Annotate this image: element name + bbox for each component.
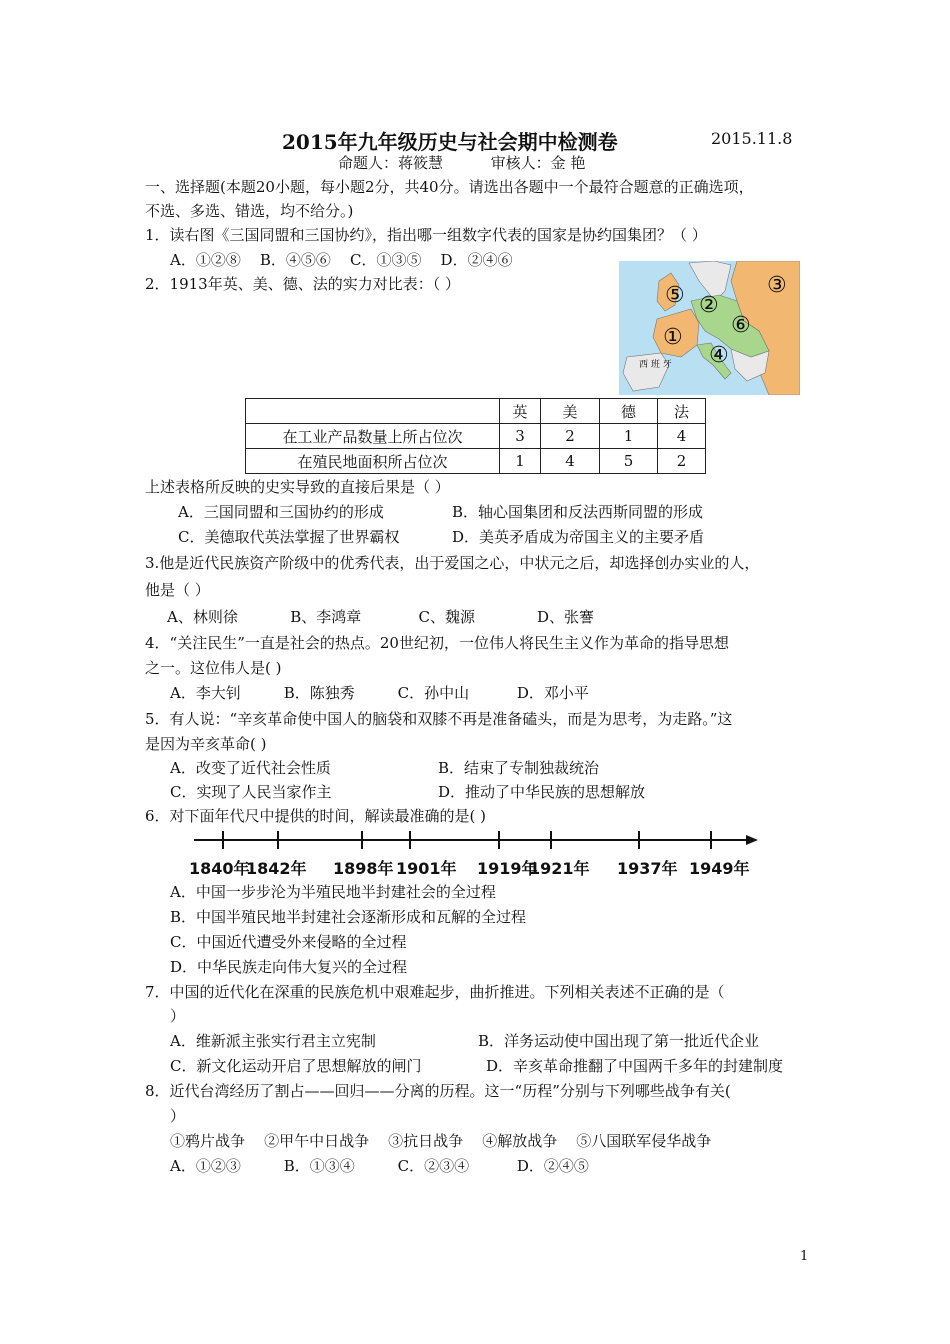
question-6-stem: 6．对下面年代尺中提供的时间，解读最准确的是( ) — [145, 807, 487, 825]
map-marker-6: ⑥ — [731, 313, 751, 338]
timeline-year: 1921年 — [529, 859, 590, 878]
timeline-year: 1949年 — [689, 859, 750, 878]
table-header-cell — [246, 399, 500, 424]
map-marker-5: ⑤ — [665, 283, 685, 308]
question-8-stem-2: ） — [170, 1107, 186, 1125]
question-3-options: A、林则徐 B、李鸿章 C、魏源 D、张謇 — [167, 608, 595, 626]
table-cell: 在殖民地面积所占位次 — [246, 449, 500, 474]
timeline-year: 1840年 — [189, 859, 250, 878]
exam-authors: 命题人：蒋筱慧 审核人：金 艳 — [338, 154, 586, 172]
table-header-cell: 美 — [541, 399, 600, 424]
page-number: 1 — [800, 1249, 809, 1264]
question-5-option-c: C．实现了人民当家作主 — [170, 783, 332, 801]
section-intro-line-2: 不选、多选、错选，均不给分。) — [145, 202, 354, 220]
table-cell: 5 — [600, 449, 658, 474]
question-1-stem: 1．读右图《三国同盟和三国协约》，指出哪一组数字代表的国家是协约国集团？（ ） — [145, 226, 707, 244]
timeline-arrow — [746, 835, 758, 845]
map-marker-4: ④ — [709, 343, 729, 368]
question-2-option-b: B．轴心国集团和反法西斯同盟的形成 — [452, 503, 704, 521]
power-comparison-table — [245, 398, 706, 474]
exam-title: 2015年九年级历史与社会期中检测卷 — [282, 130, 618, 154]
question-1-options: A．①②⑧ B．④⑤⑥ C．①③⑤ D．②④⑥ — [170, 251, 513, 269]
question-5-stem-1: 5．有人说：“辛亥革命使中国人的脑袋和双膝不再是准备磕头，而是为思考，为走路。”这 — [145, 710, 733, 728]
table-cell: 在工业产品数量上所占位次 — [246, 424, 500, 449]
question-5-option-a: A．改变了近代社会性质 — [170, 759, 331, 777]
question-2-stem: 2．1913年英、美、德、法的实力对比表：（ ） — [145, 275, 460, 293]
timeline-year: 1937年 — [617, 859, 678, 878]
question-4-stem-1: 4．“关注民生”一直是社会的热点。20世纪初，一位伟人将民生主义作为革命的指导思想 — [145, 634, 729, 652]
table-header-cell: 德 — [600, 399, 658, 424]
map-marker-3: ③ — [767, 273, 787, 298]
section-intro-line-1: 一、选择题(本题20小题，每小题2分，共40分。请选出各题中一个最符合题意的正确选项， — [145, 178, 754, 196]
question-7-option-b: B．洋务运动使中国出现了第一批近代企业 — [478, 1032, 760, 1050]
question-3-stem-1: 3.他是近代民族资产阶级中的优秀代表，出于爱国之心，中状元之后，却选择创办实业的人， — [145, 554, 760, 572]
table-row — [246, 449, 706, 474]
question-7-option-a: A．维新派主张实行君主立宪制 — [170, 1032, 376, 1050]
exam-date: 2015.11.8 — [711, 129, 793, 148]
table-cell: 1 — [600, 424, 658, 449]
question-6-option-b: B．中国半殖民地半封建社会逐渐形成和瓦解的全过程 — [170, 908, 527, 926]
question-5-stem-2: 是因为辛亥革命( ) — [145, 735, 267, 753]
timeline-year: 1898年 — [333, 859, 394, 878]
map-marker-2: ② — [699, 293, 719, 318]
question-2-option-a: A．三国同盟和三国协约的形成 — [178, 503, 384, 521]
table-cell: 4 — [541, 449, 600, 474]
question-8-options: A．①②③ B．①③④ C．②③④ D．②④⑤ — [170, 1157, 589, 1175]
question-7-stem-1: 7．中国的近代化在深重的民族危机中艰难起步，曲折推进。下列相关表述不正确的是（ — [145, 983, 725, 1001]
question-8-items: ①鸦片战争 ②甲午中日战争 ③抗日战争 ④解放战争 ⑤八国联军侵华战争 — [170, 1132, 712, 1150]
question-6-option-a: A．中国一步步沦为半殖民地半封建社会的全过程 — [170, 883, 496, 901]
question-2-option-c: C．美德取代英法掌握了世界霸权 — [178, 528, 400, 546]
table-row — [246, 424, 706, 449]
question-7-stem-2: ） — [170, 1007, 186, 1025]
map-label-spain: 西 班 牙 — [639, 360, 672, 370]
question-4-options: A．李大钊 B．陈独秀 C．孙中山 D．邓小平 — [170, 684, 589, 702]
timeline-year: 1919年 — [477, 859, 538, 878]
question-4-stem-2: 之一。这位伟人是( ) — [145, 659, 282, 677]
question-2-option-d: D．美英矛盾成为帝国主义的主要矛盾 — [452, 528, 705, 546]
question-3-stem-2: 他是（ ） — [145, 581, 210, 599]
question-6-option-c: C．中国近代遭受外来侵略的全过程 — [170, 933, 407, 951]
map-marker-1: ① — [663, 325, 683, 350]
table-cell: 2 — [541, 424, 600, 449]
question-7-option-d: D．辛亥革命推翻了中国两千多年的封建制度 — [486, 1057, 784, 1075]
table-cell: 4 — [658, 424, 706, 449]
question-2-followup: 上述表格所反映的史实导致的直接后果是（ ） — [145, 478, 450, 496]
question-7-option-c: C．新文化运动开启了思想解放的闸门 — [170, 1057, 422, 1075]
question-6-option-d: D．中华民族走向伟大复兴的全过程 — [170, 958, 408, 976]
table-header-cell: 英 — [500, 399, 541, 424]
question-5-option-b: B．结束了专制独裁统治 — [438, 759, 600, 777]
table-cell: 1 — [500, 449, 541, 474]
table-cell: 2 — [658, 449, 706, 474]
table-header-cell: 法 — [658, 399, 706, 424]
timeline-year: 1901年 — [396, 859, 457, 878]
question-5-option-d: D．推动了中华民族的思想解放 — [438, 783, 646, 801]
table-cell: 3 — [500, 424, 541, 449]
timeline-year: 1842年 — [246, 859, 307, 878]
alliances-map — [619, 261, 800, 395]
table-header-row — [246, 399, 706, 424]
question-8-stem-1: 8．近代台湾经历了割占——回归——分离的历程。这一“历程”分别与下列哪些战争有关( — [145, 1082, 731, 1100]
